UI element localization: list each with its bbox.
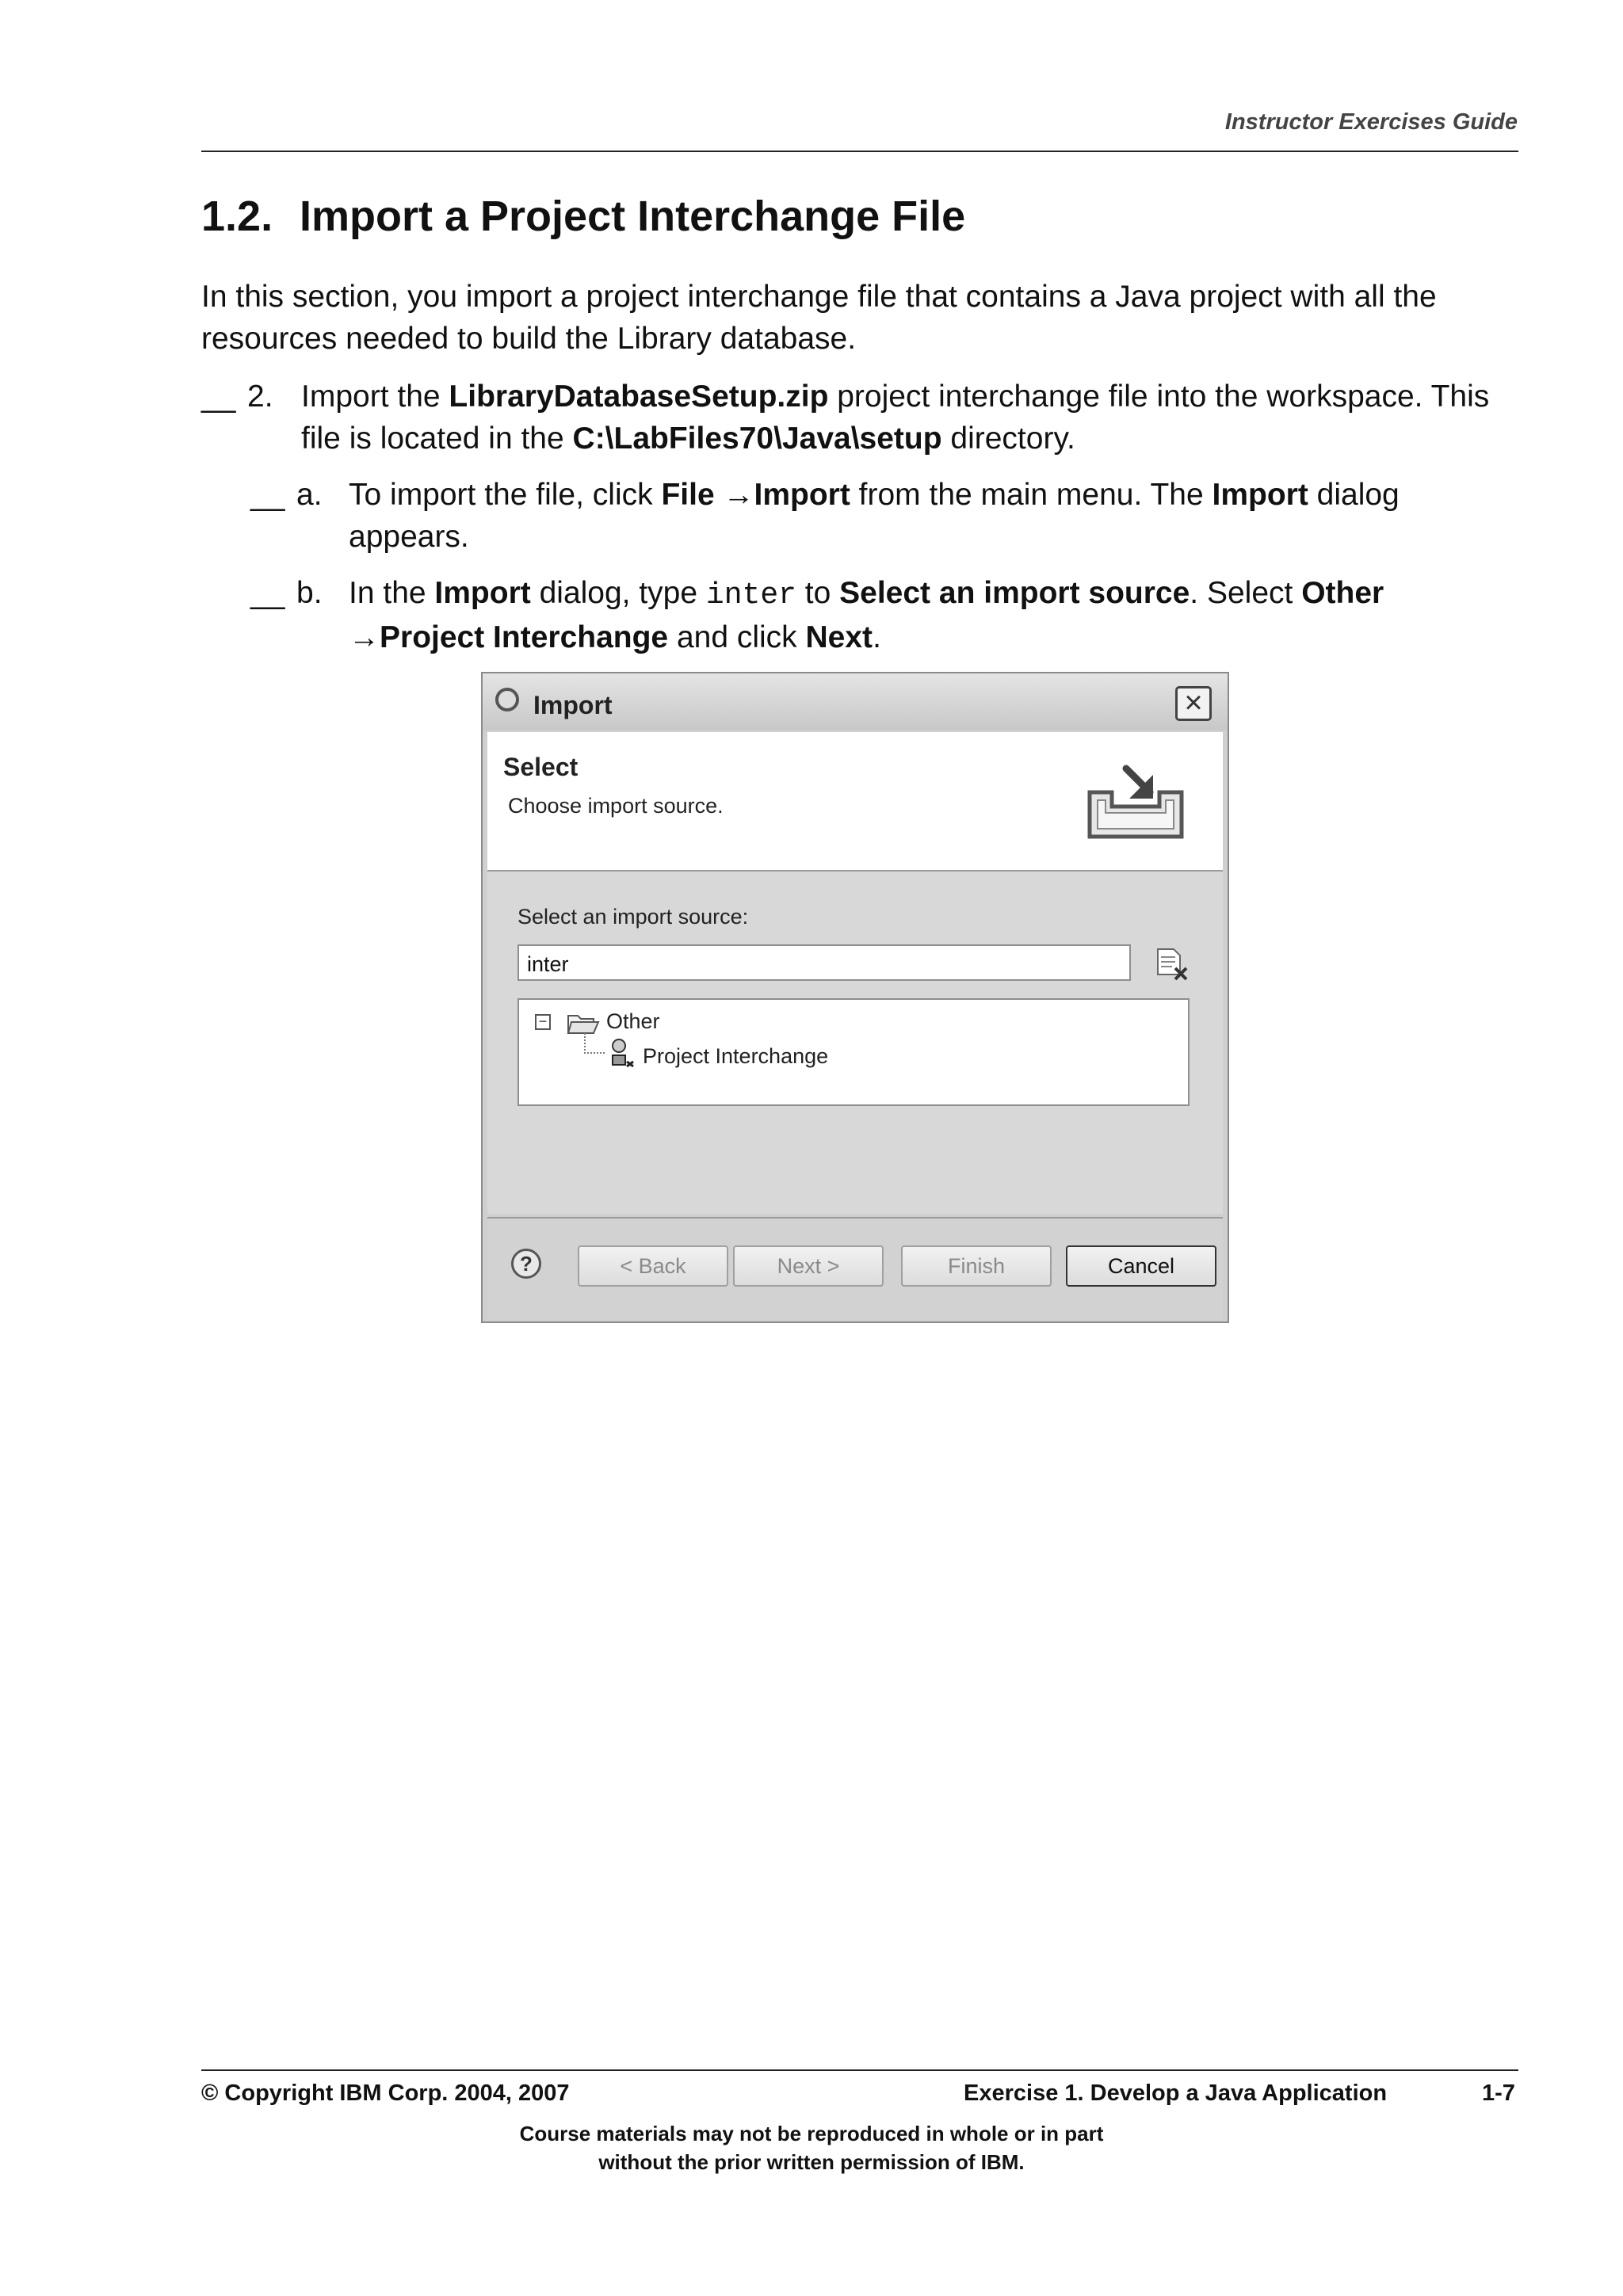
step-b-next: Next (805, 620, 873, 654)
step-a-checkbox: __ (250, 478, 285, 512)
dialog-title-bar (483, 673, 1228, 730)
step-a-letter: a. (296, 478, 323, 512)
dialog-body (487, 871, 1223, 1214)
import-dialog (481, 672, 1229, 1323)
finish-button[interactable]: Finish (901, 1245, 1052, 1287)
banner-title: Select (503, 753, 579, 781)
step-b-text-5: and click (668, 620, 806, 654)
tree-item-project-interchange[interactable]: Project Interchange (643, 1044, 829, 1068)
close-icon[interactable]: × (1175, 686, 1212, 721)
cancel-button[interactable]: Cancel (1066, 1245, 1216, 1287)
step-a-file-menu: File (661, 478, 715, 512)
step-b-letter: b. (296, 576, 323, 610)
footer-copyright: © Copyright IBM Corp. 2004, 2007 (201, 2081, 570, 2106)
step-b-text-1: In the (349, 576, 435, 610)
intro-paragraph: In this section, you import a project interchange file that contains a Java project with all the resources needed to build the Library database. (201, 280, 1437, 356)
section-number: 1.2. (201, 193, 273, 240)
clear-filter-icon[interactable] (1155, 946, 1190, 981)
step-b-text (349, 572, 1514, 658)
step-2-path: C:\LabFiles70\Java\setup (572, 421, 942, 456)
step-2-text (301, 376, 1506, 460)
step-2-number: 2. (247, 379, 273, 414)
source-label: Select an import source: (517, 905, 749, 929)
step-b-source: Select an import source (839, 576, 1190, 610)
dialog-button-bar (487, 1217, 1223, 1320)
step-a-text (349, 474, 1514, 558)
step-b-text-6: . (873, 620, 881, 654)
tree-connector (584, 1033, 605, 1054)
banner-subtitle: Choose import source. (508, 794, 724, 818)
footer-rule (201, 2069, 1518, 2071)
section-title: Import a Project Interchange File (300, 193, 966, 240)
filter-input[interactable]: inter (517, 944, 1131, 981)
step-b-project-interchange: →Project Interchange (349, 620, 669, 654)
footer-exercise: Exercise 1. Develop a Java Application (964, 2081, 1388, 2106)
running-header: Instructor Exercises Guide (1224, 109, 1518, 135)
next-button[interactable]: Next > (733, 1245, 884, 1287)
step-b-text-3: to (796, 576, 840, 610)
step-a-import-menu: →Import (723, 478, 850, 512)
dialog-title: Import (533, 691, 613, 719)
footer-notice-line-2: without the prior written permission of IBM. (598, 2150, 1025, 2174)
footer-page-number: 1-7 (1482, 2081, 1515, 2106)
import-dialog-icon (495, 688, 519, 711)
dialog-banner (487, 732, 1223, 871)
import-wizard-icon (1080, 761, 1191, 843)
step-b-import: Import (434, 576, 531, 610)
step-2-text-1: Import the (301, 379, 449, 414)
header-rule (201, 151, 1518, 152)
step-b-other: Other (1301, 576, 1384, 610)
step-b-checkbox: __ (250, 576, 285, 610)
step-2-checkbox: __ (201, 379, 236, 414)
footer-notice-line-1: Course materials may not be reproduced in whole or in part (519, 2122, 1104, 2145)
section-heading (201, 192, 965, 241)
step-a-text-2: from the main menu. The (850, 478, 1212, 512)
step-a-text-3: dialog appears. (349, 478, 1400, 554)
step-b-text-2: dialog, type (530, 576, 706, 610)
step-a-text-1: To import the file, click (349, 478, 662, 512)
collapse-icon[interactable]: − (535, 1014, 551, 1030)
source-tree[interactable] (517, 998, 1190, 1106)
step-2-text-3: directory. (941, 421, 1075, 456)
help-icon[interactable]: ? (511, 1249, 541, 1279)
step-b-text-4: . Select (1190, 576, 1302, 610)
tree-item-other[interactable]: Other (606, 1009, 660, 1033)
back-button[interactable]: < Back (578, 1245, 728, 1287)
step-b-code: inter (705, 578, 796, 612)
project-interchange-icon (608, 1038, 635, 1070)
step-a-import-dialog: Import (1212, 478, 1308, 512)
step-2-file: LibraryDatabaseSetup.zip (449, 379, 829, 414)
step-2-text-2: project interchange file into the workspace. This file is located in the (301, 379, 1490, 456)
